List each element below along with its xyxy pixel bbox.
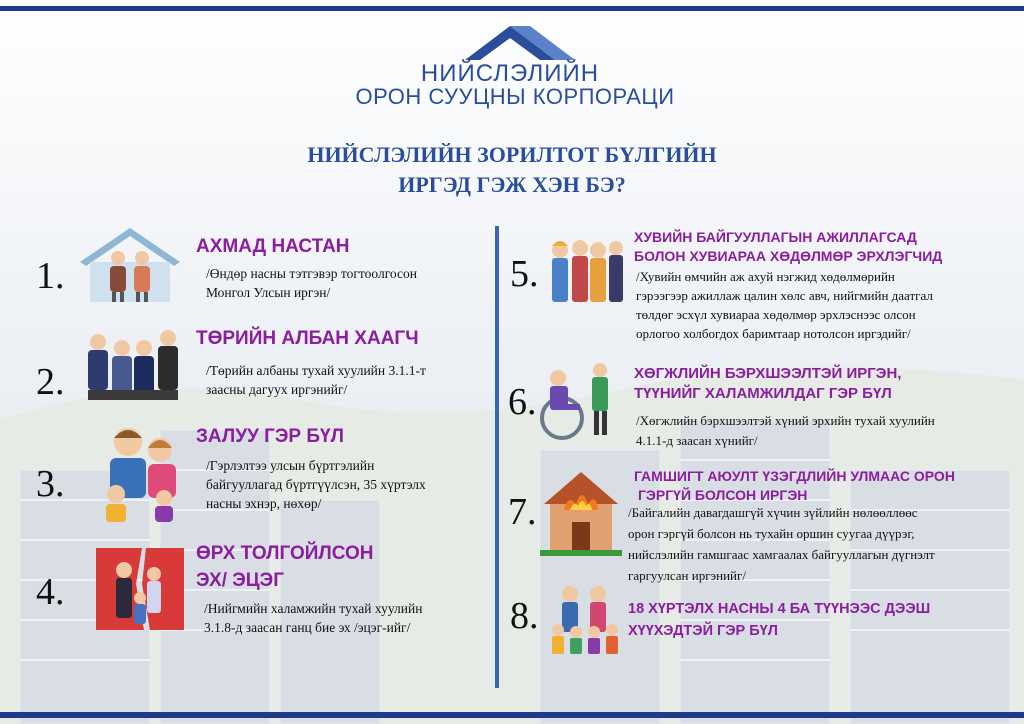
item-title-line: БОЛОН ХУВИАРАА ХӨДӨЛМӨР ЭРХЛЭГЧИД xyxy=(634,248,943,264)
single-parent-icon xyxy=(92,544,188,634)
title-line1: НИЙСЛЭЛИЙН ЗОРИЛТОТ БҮЛГИЙН xyxy=(307,142,717,167)
young-family-icon xyxy=(94,420,190,524)
item-title-line: ТҮҮНИЙГ ХАЛАМЖИЛДАГ ГЭР БҮЛ xyxy=(634,385,892,402)
workers-group-icon xyxy=(546,232,626,312)
elderly-couple-house-icon xyxy=(70,224,190,304)
item-title-line: ЗАЛУУ ГЭР БҮЛ xyxy=(196,426,344,447)
item-desc-line: /Гэрлэлтээ улсын бүртгэлийн xyxy=(206,458,375,473)
item-desc-line: насны эхнэр, нөхөр/ xyxy=(206,496,322,511)
item-desc-line: гэрээгээр ажиллаж цалин хөлс авч, нийгмийн даатгал xyxy=(636,288,933,303)
item-desc-line: /Өндөр насны тэтгэвэр тогтоолгосон xyxy=(206,266,417,281)
column-divider xyxy=(495,226,499,688)
item-description xyxy=(206,361,426,399)
page-title xyxy=(200,140,824,200)
item-title xyxy=(634,364,901,404)
item-title-line: ГАМШИГТ АЮУЛТ ҮЗЭГДЛИЙН УЛМААС ОРОН xyxy=(634,468,955,484)
item-title xyxy=(196,540,374,594)
item-number: 5. xyxy=(510,253,539,295)
item-description xyxy=(204,599,422,637)
item-description xyxy=(636,411,935,451)
item-desc-line: /Хувийн өмчийн аж ахуй нэгжид хөдөлмөрийн xyxy=(636,269,895,284)
item-title xyxy=(196,236,350,258)
item-desc-line: Монгол Улсын иргэн/ xyxy=(206,285,331,300)
item-number: 7. xyxy=(508,491,537,533)
logo-text-line1: НИЙСЛЭЛИЙН xyxy=(420,60,600,87)
item-desc-line: нийслэлийн гамшгаас хамгаалах байгууллагын дүгнэлт xyxy=(628,547,935,562)
item-desc-line: гаргуулсан иргэнийг/ xyxy=(628,568,746,583)
item-desc-line: заасны дагуух иргэнийг/ xyxy=(206,382,348,397)
item-title-line: ХУВИЙН БАЙГУУЛЛАГЫН АЖИЛЛАГСАД xyxy=(634,229,917,245)
item-desc-line: 3.1.8-д заасан ганц бие эх /эцэг-ийг/ xyxy=(204,620,411,635)
item-title xyxy=(196,426,344,448)
item-description xyxy=(628,502,935,586)
item-title-line: ӨРХ ТОЛГОЙЛСОН xyxy=(196,543,374,564)
item-title-line: АХМАД НАСТАН xyxy=(196,236,350,257)
bottom-bar xyxy=(0,712,1024,718)
civil-servants-icon xyxy=(78,322,190,408)
item-title-line: ХҮҮХЭДТЭЙ ГЭР БҮЛ xyxy=(628,623,778,639)
item-number: 1. xyxy=(36,255,65,297)
item-title xyxy=(634,467,955,505)
item-number: 2. xyxy=(36,361,65,403)
item-title-line: ГЭРГҮЙ БОЛСОН ИРГЭН xyxy=(638,487,808,503)
item-title-line: 18 ХҮРТЭЛХ НАСНЫ 4 БА ТҮҮНЭЭС ДЭЭШ xyxy=(628,601,931,617)
item-description xyxy=(206,264,417,302)
item-desc-line: /Байгалийн давагдашгүй хүчин зүйлийн нөлөөллөөс xyxy=(628,505,918,520)
logo-text-line2: ОРОН СУУЦНЫ КОРПОРАЦИ xyxy=(355,84,675,109)
item-desc-line: 4.1.1-д заасан хүнийг/ xyxy=(636,433,758,448)
large-family-icon xyxy=(548,582,622,658)
item-desc-line: /Хөгжлийн бэрхшээлтэй хүний эрхийн тухай хуулийн xyxy=(636,413,935,428)
item-desc-line: байгууллагад бүртгүүлсэн, 35 хүртэлх xyxy=(206,477,426,492)
item-desc-line: орлогоо холбогдох баримтаар нотолсон иргэдийг/ xyxy=(636,326,911,341)
wheelchair-icon xyxy=(528,356,624,444)
corporation-logo-icon xyxy=(420,22,620,62)
item-number: 8. xyxy=(510,595,539,637)
item-title-line: ХӨГЖЛИЙН БЭРХШЭЭЛТЭЙ ИРГЭН, xyxy=(634,365,902,382)
item-desc-line: төлдөг эсхүл хувиараа хөдөлмөр эрхлэснээс олсон xyxy=(636,307,916,322)
item-number: 3. xyxy=(36,463,65,505)
item-desc-line: /Төрийн албаны тухай хуулийн 3.1.1-т xyxy=(206,363,426,378)
title-line2: ИРГЭД ГЭЖ ХЭН БЭ? xyxy=(398,172,626,197)
item-title xyxy=(634,228,942,266)
item-desc-line: орон гэргүй болсон нь тухайн оршин суугаа дүүрэг, xyxy=(628,526,915,541)
item-title xyxy=(196,328,419,350)
item-number: 6. xyxy=(508,381,537,423)
item-description xyxy=(636,267,933,343)
item-title-line: ЭХ/ ЭЦЭГ xyxy=(196,570,284,591)
top-bar xyxy=(0,6,1024,11)
item-number: 4. xyxy=(36,571,65,613)
item-desc-line: /Нийгмийн халамжийн тухай хуулийн xyxy=(204,601,423,616)
item-title-line: ТӨРИЙН АЛБАН ХААГЧ xyxy=(196,328,419,349)
burning-house-icon xyxy=(538,464,624,556)
item-title xyxy=(628,598,930,642)
item-description xyxy=(206,456,426,513)
